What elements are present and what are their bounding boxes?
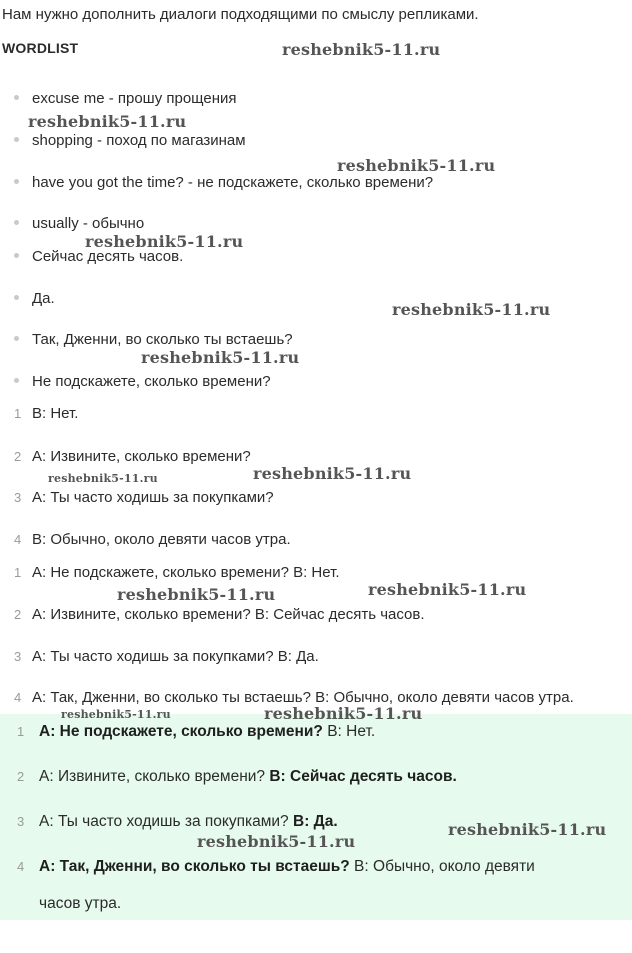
answer-line <box>17 768 457 786</box>
list-item-text: Да. <box>32 290 55 307</box>
line-number: 3 <box>14 490 22 505</box>
list-item-text: shopping - поход по магазинам <box>32 132 246 149</box>
dialogue-line <box>14 648 319 665</box>
list-item-text: have you got the time? - не подскажете, сколько времени? <box>32 174 434 191</box>
list-item-text: Сейчас десять часов. <box>32 248 184 265</box>
answer-line <box>17 858 535 876</box>
answer-bold: B: Сейчас десять часов. <box>269 768 457 785</box>
task-line <box>14 531 291 548</box>
watermark: reshebnik5-11.ru <box>337 156 496 175</box>
bullet-icon <box>14 253 19 258</box>
line-number: 2 <box>14 607 22 622</box>
watermark: reshebnik5-11.ru <box>368 580 527 599</box>
list-item <box>14 132 246 149</box>
list-item-text: usually - обычно <box>32 215 145 232</box>
task-line-text: A: Ты часто ходишь за покупками? <box>32 489 274 506</box>
answer-text: A: Ты часто ходишь за покупками? <box>39 813 293 830</box>
answer-text: часов утра. <box>39 895 122 912</box>
line-number: 1 <box>14 406 22 421</box>
list-item <box>14 373 271 390</box>
task-line-text: B: Нет. <box>32 405 79 422</box>
watermark: reshebnik5-11.ru <box>282 40 441 59</box>
watermark: reshebnik5-11.ru <box>264 704 423 723</box>
line-number: 1 <box>17 724 25 739</box>
line-number: 1 <box>14 565 22 580</box>
watermark: reshebnik5-11.ru <box>48 472 158 485</box>
dialogue-line <box>14 606 425 623</box>
task-line <box>14 405 78 422</box>
answer-bold: A: Так, Дженни, во сколько ты встаешь? <box>39 858 350 875</box>
list-item <box>14 90 236 107</box>
watermark: reshebnik5-11.ru <box>253 464 412 483</box>
line-number: 2 <box>17 769 25 784</box>
task-line <box>14 448 251 465</box>
dialogue-line <box>14 564 340 581</box>
answer-line <box>17 723 375 741</box>
list-item <box>14 290 55 307</box>
answer-text: A: Извините, сколько времени? <box>39 768 270 785</box>
dialogue-line-text: A: Извините, сколько времени? B: Сейчас десять часов. <box>32 606 425 623</box>
dialogue-line-text: A: Ты часто ходишь за покупками? B: Да. <box>32 648 319 665</box>
watermark: reshebnik5-11.ru <box>28 112 187 131</box>
bullet-icon <box>14 137 19 142</box>
list-item-text: Так, Дженни, во сколько ты встаешь? <box>32 331 293 348</box>
bullet-icon <box>14 378 19 383</box>
task-line-text: A: Извините, сколько времени? <box>32 448 251 465</box>
intro-text: Нам нужно дополнить диалоги подходящими по смыслу репликами. <box>2 6 479 23</box>
answer-bold: B: Да. <box>293 813 338 830</box>
line-number: 4 <box>17 859 25 874</box>
line-number: 2 <box>14 449 22 464</box>
list-item <box>14 215 144 232</box>
answer-line-continuation <box>39 895 121 913</box>
list-item <box>14 174 433 191</box>
list-item-text: excuse me - прошу прощения <box>32 90 237 107</box>
watermark: reshebnik5-11.ru <box>141 348 300 367</box>
watermark: reshebnik5-11.ru <box>61 708 171 721</box>
line-number: 3 <box>14 649 22 664</box>
answer-text: B: Обычно, около девяти <box>349 858 535 875</box>
watermark: reshebnik5-11.ru <box>117 585 276 604</box>
watermark: reshebnik5-11.ru <box>392 300 551 319</box>
task-line <box>14 489 274 506</box>
dialogue-line-text: A: Так, Дженни, во сколько ты встаешь? B: Обычно, около девяти часов утра. <box>32 689 574 706</box>
wordlist-title: WORDLIST <box>2 40 79 56</box>
bullet-icon <box>14 295 19 300</box>
watermark: reshebnik5-11.ru <box>85 232 244 251</box>
answer-text: B: Нет. <box>322 723 376 740</box>
answer-line <box>17 813 338 831</box>
bullet-icon <box>14 95 19 100</box>
list-item-text: Не подскажете, сколько времени? <box>32 373 271 390</box>
answer-bold: A: Не подскажете, сколько времени? <box>39 723 323 740</box>
watermark: reshebnik5-11.ru <box>197 832 356 851</box>
list-item <box>14 331 293 348</box>
watermark: reshebnik5-11.ru <box>448 820 607 839</box>
bullet-icon <box>14 179 19 184</box>
bullet-icon <box>14 336 19 341</box>
line-number: 4 <box>14 690 22 705</box>
task-line-text: B: Обычно, около девяти часов утра. <box>32 531 291 548</box>
bullet-icon <box>14 220 19 225</box>
line-number: 3 <box>17 814 25 829</box>
dialogue-line-text: A: Не подскажете, сколько времени? B: Нет. <box>32 564 340 581</box>
line-number: 4 <box>14 532 22 547</box>
